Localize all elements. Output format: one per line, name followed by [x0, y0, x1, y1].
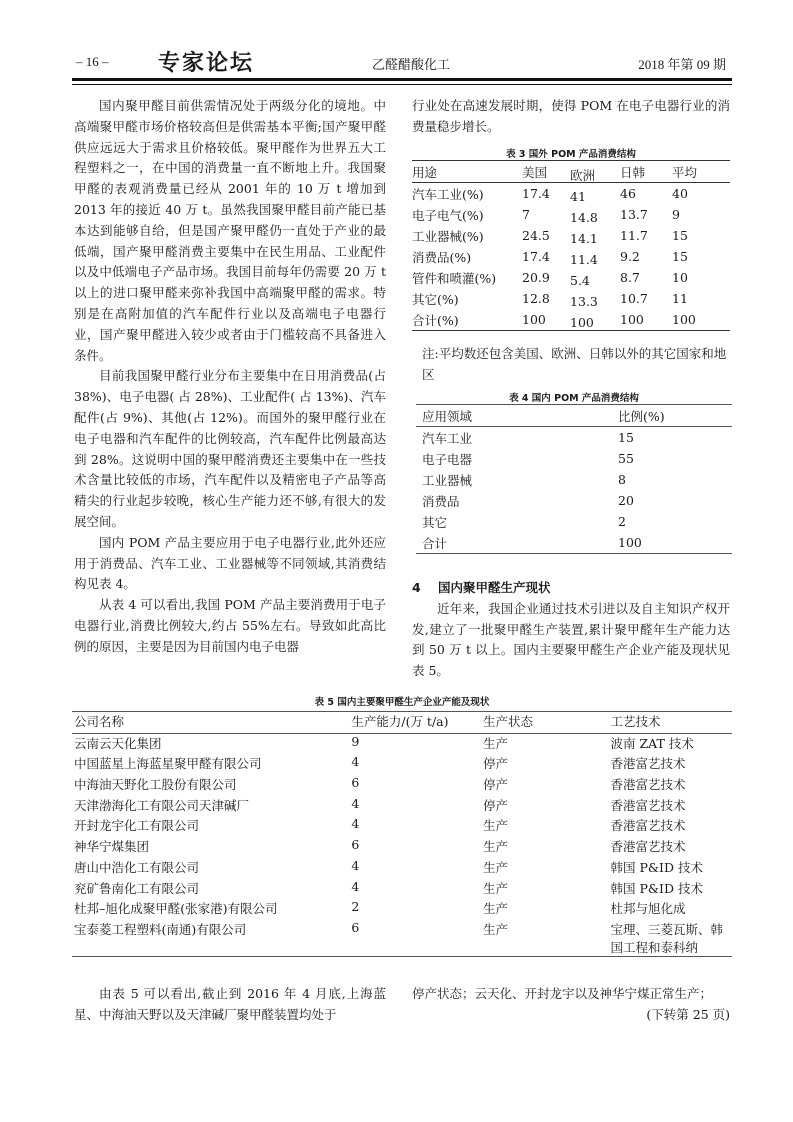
table-caption: 表 5 国内主要聚甲醛生产企业产能及现状	[314, 697, 490, 708]
table-cell: 云南云天化集团	[74, 735, 162, 751]
table-cell: 2	[618, 514, 626, 529]
table-row	[416, 490, 732, 511]
table-cell-text: 41	[570, 189, 586, 204]
table-cell: 天津渤海化工有限公司天津碱厂	[74, 797, 250, 813]
table-cell: 中海油天野化工股份有限公司	[74, 777, 237, 793]
table-cell: 电子电气(%)	[412, 207, 484, 223]
table-cell	[570, 288, 620, 309]
table-cell: 55	[618, 451, 634, 466]
table-cell: 12.8	[522, 291, 550, 306]
table-cell: 生产	[482, 859, 508, 875]
table-row	[412, 183, 730, 205]
table-cell: 4	[351, 754, 360, 770]
table-cell: 7	[522, 207, 530, 222]
table-cell: 开封龙宇化工有限公司	[74, 818, 200, 834]
table-row	[412, 246, 730, 267]
bottom-right-column	[412, 984, 730, 1026]
table-cell: 生产	[482, 818, 508, 834]
table-cell: 合计	[422, 535, 448, 551]
table-cell: 8.7	[620, 270, 640, 285]
table-cell: 韩国 P&ID 技术	[610, 859, 703, 875]
table-4-grid	[416, 404, 732, 554]
table-row	[72, 816, 732, 837]
table-cell: 停产	[482, 756, 508, 772]
table-row	[72, 754, 732, 775]
table-cell: 2	[351, 899, 360, 915]
header-cell: 用途	[412, 164, 438, 180]
table-cell: 中国蓝星上海蓝星聚甲醛有限公司	[74, 756, 262, 772]
table-caption: 表 3 国外 POM 产品消费结构	[506, 149, 636, 160]
header-cell: 公司名称	[74, 714, 125, 729]
table-header-row	[412, 161, 730, 183]
table-header-row	[72, 712, 732, 734]
header-cell: 生产状态	[482, 714, 533, 729]
table-cell: 11.7	[620, 228, 648, 243]
table-cell: 40	[672, 186, 688, 201]
header-cell: 生产能力/(万 t/a)	[351, 714, 449, 729]
table-cell: 9.2	[620, 249, 640, 264]
table-cell: 其它	[422, 514, 448, 530]
table-cell: 6	[351, 919, 360, 935]
paragraph: 从表 4 可以看出,我国 POM 产品主要消费用于电子电器行业,消费比例较大,约占 55%左右。导致如此高比例的原因，主要是因为目前国内电子电器	[74, 597, 386, 654]
table-row	[72, 796, 732, 817]
table-caption: 表 4 国内 POM 产品消费结构	[509, 393, 639, 404]
table-cell: 20	[618, 493, 634, 508]
table-row	[416, 511, 732, 532]
right-column-continuation	[412, 96, 730, 138]
paragraph-text: 停产状态；云天化、开封龙宇以及神华宁煤正常生产；	[412, 986, 713, 1001]
table-cell	[570, 309, 620, 331]
table-header-row	[416, 405, 732, 427]
paragraph: 行业处在高速发展时期，使得 POM 在电子电器行业的消费量稳步增长。	[412, 98, 730, 134]
paragraph: 目前我国聚甲醛行业分布主要集中在日用消费品(占 38%)、电子电器( 占 28%)、工业配件( 占 13%)、汽车配件(占 9%)、其他(占 12%)。而国外的聚甲醛行业在电子电器和汽车配件的比例较高，汽车配件比例最高达到 28%。这说明中国的聚甲醛消费还主要集中在一些技术含量比较低的市场，汽车配件以及精密电子产品等高精尖的行业起步较晚，核心生产能力还不够,有很大的发展空间。	[74, 368, 386, 529]
table-cell	[570, 246, 620, 267]
table-row	[72, 775, 732, 796]
table-cell: 11	[672, 291, 688, 306]
running-header	[72, 46, 732, 76]
table-cell: 13.7	[620, 207, 648, 222]
table-cell: 8	[618, 472, 626, 487]
table-cell: 消费品(%)	[412, 249, 472, 265]
table-cell: 工业器械	[422, 472, 473, 488]
paragraph: 由表 5 可以看出,截止到 2016 年 4 月底,上海蓝星、中海油天野以及天津碱厂聚甲醛装置均处于	[74, 986, 386, 1022]
table-cell-text: 5.4	[570, 273, 590, 288]
table-row	[412, 288, 730, 309]
paragraph: 国内 POM 产品主要应用于电子电器行业,此外还应用于消费品、汽车工业、工业器械等不同领域,其消费结构见表 4。	[74, 534, 386, 592]
table-cell: 生产	[482, 921, 508, 937]
table-row	[416, 427, 732, 449]
paragraph: 近年来，我国企业通过技术引进以及自主知识产权开发,建立了一批聚甲醛生产装置,累计聚甲醛年生产能力达到 50 万 t 以上。国内主要聚甲醛生产企业产能及现状见表 5。	[412, 600, 730, 679]
table-row	[416, 448, 732, 469]
issue-label: 2018 年第 09 期	[638, 57, 726, 72]
bottom-left-column	[74, 984, 386, 1026]
table-cell: 香港富艺技术	[610, 797, 686, 813]
paragraph: 国内聚甲醛目前供需情况处于两级分化的境地。中高端聚甲醛市场价格较高但是供需基本平衡;国产聚甲醛供应远远大于需求且价格较低。聚甲醛作为世界五大工程塑料之一，在中国的消费量一直不断地上升。我国聚甲醛的表观消费量已经从 2001 年的 10 万 t 增加到 2013 年的接近 40 万 t。虽然我国聚甲醛目前产能已基本达到能够自给，但是国产聚甲醛仍一直处于产业的最低端，国产聚甲醛消费主要集中在民生用品、工业配件以及中低端电子产品市场。我国目前每年仍需要 20 万 t 以上的进口聚甲醛来弥补我国中高端聚甲醛的需求。特别是在高附加值的汽车配件行业以及高端电子电器行业，国产聚甲醛进入较少或者由于门槛较高不具备进入条件。	[74, 98, 386, 363]
table-cell	[570, 267, 620, 288]
table-cell: 4	[351, 857, 360, 873]
table-cell: 生产	[482, 901, 508, 917]
table-cell	[570, 225, 620, 246]
left-column	[74, 96, 386, 658]
table-cell: 生产	[482, 735, 508, 751]
table-cell-text: 13.3	[570, 294, 598, 309]
table-row	[72, 837, 732, 858]
table-cell: 生产	[482, 839, 508, 855]
journal-name: 乙醛醋酸化工	[372, 58, 451, 73]
table-cell: 100	[620, 312, 644, 327]
header-cell: 美国	[522, 164, 548, 180]
section-title: 国内聚甲醛生产现状	[438, 580, 551, 595]
table-cell-text: 100	[570, 315, 594, 330]
table-4	[416, 390, 732, 554]
continued-on-note: (下转第 25 页)	[646, 1006, 730, 1022]
table-cell: 46	[620, 186, 636, 201]
table-row	[416, 469, 732, 490]
table-row	[412, 204, 730, 225]
table-row	[72, 733, 732, 754]
section-4	[412, 578, 730, 682]
table-cell: 9	[672, 207, 680, 222]
table-cell: 100	[522, 312, 546, 327]
table-cell: 9	[351, 733, 360, 749]
table-cell	[570, 204, 620, 225]
table-cell: 10	[672, 270, 688, 285]
section-number: 4	[412, 580, 421, 595]
table-cell: 香港富艺技术	[610, 839, 686, 855]
table-cell: 韩国 P&ID 技术	[610, 880, 703, 896]
table-cell: 17.4	[522, 249, 550, 264]
table-cell: 100	[618, 535, 642, 550]
table-row	[72, 920, 732, 957]
table-cell: 工业器械(%)	[412, 228, 484, 244]
table-cell: 兖矿鲁南化工有限公司	[74, 880, 200, 896]
table-cell: 6	[351, 775, 360, 791]
table-cell: 4	[351, 795, 360, 811]
table-cell: 6	[351, 837, 360, 853]
header-cell: 比例(%)	[618, 408, 665, 424]
table-cell: 神华宁煤集团	[74, 839, 150, 855]
table-cell: 24.5	[522, 228, 550, 243]
table-cell: 唐山中浩化工有限公司	[74, 859, 200, 875]
section-heading	[412, 578, 730, 599]
header-rule-thick	[72, 78, 732, 81]
table-cell: 4	[351, 878, 360, 894]
table-cell: 15	[672, 249, 688, 264]
table-cell: 100	[672, 312, 696, 327]
table-cell: 停产	[482, 777, 508, 793]
table-cell: 消费品	[422, 493, 460, 509]
table-cell: 汽车工业	[422, 430, 473, 446]
header-rule-thin	[72, 84, 732, 85]
table-3-note: 注:平均数还包含美国、欧洲、日韩以外的其它国家和地区	[422, 346, 727, 382]
table-cell: 波南 ZAT 技术	[610, 735, 694, 751]
table-cell: 汽车工业(%)	[412, 186, 484, 202]
table-cell: 15	[618, 430, 634, 445]
table-cell-text: 14.8	[570, 210, 598, 225]
table-cell: 杜邦–旭化成聚甲醛(张家港)有限公司	[74, 901, 278, 917]
table-cell: 电子电器	[422, 451, 473, 467]
column-title: 专家论坛	[158, 51, 255, 76]
table-cell: 杜邦与旭化成	[610, 901, 686, 917]
table-cell: 生产	[482, 880, 508, 896]
table-cell: 宝泰菱工程塑料(南通)有限公司	[74, 921, 247, 937]
table-cell: 香港富艺技术	[610, 818, 686, 834]
header-cell: 日韩	[620, 164, 646, 180]
table-cell: 10.7	[620, 291, 648, 306]
table-cell: 17.4	[522, 186, 550, 201]
table-row	[412, 225, 730, 246]
table-row	[412, 309, 730, 331]
table-cell: 香港富艺技术	[610, 756, 686, 772]
table-cell: 其它(%)	[412, 291, 459, 307]
header-cell: 平均	[672, 164, 698, 180]
table-3	[412, 146, 730, 331]
table-cell-text: 14.1	[570, 231, 598, 246]
table-cell: 管件和喷灌(%)	[412, 270, 497, 286]
table-cell: 合计(%)	[412, 312, 459, 328]
paragraph	[412, 984, 730, 1022]
header-cell	[570, 161, 620, 183]
table-cell: 4	[351, 816, 360, 832]
table-cell: 20.9	[522, 270, 550, 285]
header-cell-text: 欧洲	[570, 167, 596, 183]
table-cell: 15	[672, 228, 688, 243]
header-cell: 工艺技术	[610, 714, 661, 729]
table-row	[412, 267, 730, 288]
table-5	[72, 694, 732, 957]
table-row	[72, 879, 732, 900]
table-cell: 停产	[482, 797, 508, 813]
table-cell: 香港富艺技术	[610, 777, 686, 793]
table-row	[416, 532, 732, 554]
table-3-grid	[412, 160, 730, 331]
table-5-grid	[72, 711, 732, 957]
page-number: – 16 –	[76, 54, 109, 69]
table-row	[72, 858, 732, 879]
table-cell	[570, 183, 620, 205]
header-cell: 应用领域	[422, 408, 473, 424]
table-row	[72, 899, 732, 920]
table-cell-text: 11.4	[570, 252, 598, 267]
table-cell: 宝理、三菱瓦斯、韩国工程和泰科纳	[610, 921, 724, 955]
